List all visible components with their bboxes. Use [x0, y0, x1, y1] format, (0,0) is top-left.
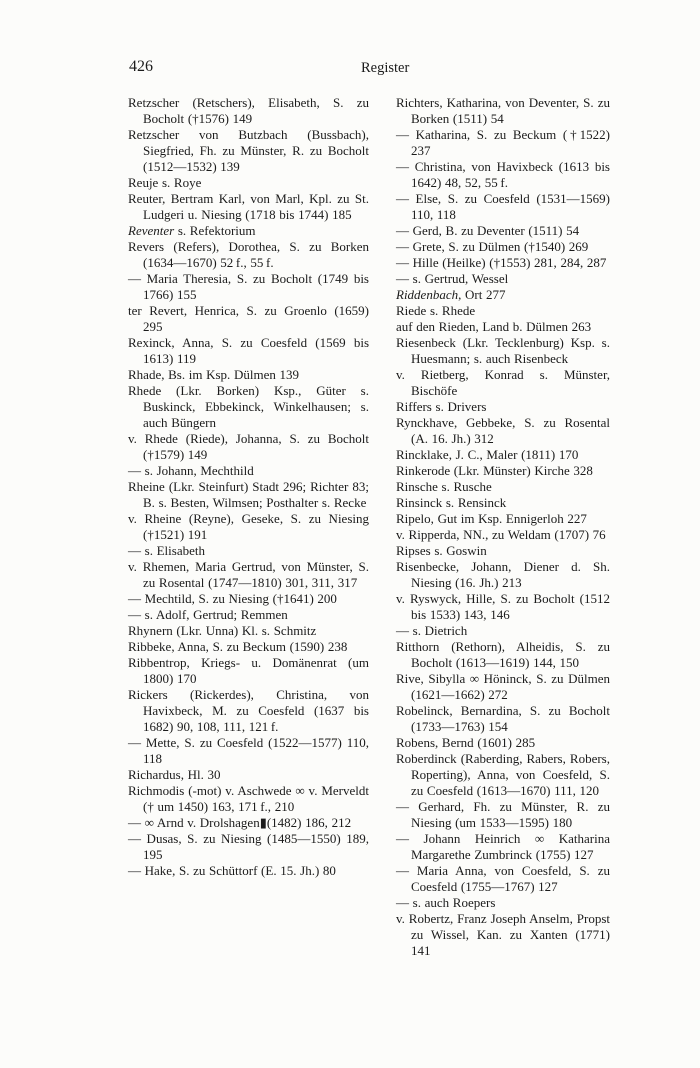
index-entry: — Hille (Heilke) (†1553) 281, 284, 287	[396, 255, 607, 270]
index-entry: — Mette, S. zu Coesfeld (1522—1577) 110, 118	[128, 735, 369, 766]
index-entry: Ritthorn (Rethorn), Alheidis, S. zu Bocholt (1613—1619) 144, 150	[396, 639, 610, 670]
index-entry: — Else, S. zu Coesfeld (1531—1569) 110, 118	[396, 191, 610, 222]
index-entry: — Grete, S. zu Dülmen (†1540) 269	[396, 239, 589, 254]
index-columns	[128, 95, 610, 959]
index-entry: — Gerhard, Fh. zu Münster, R. zu Niesing (um 1533—1595) 180	[396, 799, 610, 830]
index-entry: Risenbecke, Johann, Diener d. Sh. Niesing (16. Jh.) 213	[396, 559, 610, 590]
index-entry: Richters, Katharina, von Deventer, S. zu Borken (1511) 54	[396, 95, 610, 126]
index-entry: Robelinck, Bernardina, S. zu Bocholt (1733—1763) 154	[396, 703, 610, 734]
index-entry: Ribbeke, Anna, S. zu Beckum (1590) 238	[128, 639, 348, 654]
index-entry: Rincklake, J. C., Maler (1811) 170	[396, 447, 579, 462]
index-entry: Rive, Sibylla ∞ Höninck, S. zu Dülmen (1621—1662) 272	[396, 671, 610, 702]
index-entry: Rinsinck s. Rensinck	[396, 495, 507, 510]
index-entry: Rhynern (Lkr. Unna) Kl. s. Schmitz	[128, 623, 317, 638]
index-entry: v. Robertz, Franz Joseph Anselm, Propst zu Wissel, Kan. zu Xanten (1771) 141	[396, 911, 610, 958]
index-entry: — Maria Theresia, S. zu Bocholt (1749 bis 1766) 155	[128, 271, 369, 302]
index-entry: Riddenbach, Ort 277	[396, 287, 506, 302]
index-entry: auf den Rieden, Land b. Dülmen 263	[396, 319, 592, 334]
index-entry: — Christina, von Havixbeck (1613 bis 1642) 48, 52, 55 f.	[396, 159, 610, 190]
index-entry: Reuter, Bertram Karl, von Marl, Kpl. zu St. Ludgeri u. Niesing (1718 bis 1744) 185	[128, 191, 369, 222]
index-entry: Richmodis (-mot) v. Aschwede ∞ v. Merveldt († um 1450) 163, 171 f., 210	[128, 783, 369, 814]
index-entry: Ribbentrop, Kriegs- u. Domänenrat (um 1800) 170	[128, 655, 369, 686]
index-entry: Reuje s. Roye	[128, 175, 202, 190]
index-entry: Riede s. Rhede	[396, 303, 476, 318]
index-entry-lead-italic: Reventer	[128, 223, 175, 238]
index-entry: Ripses s. Goswin	[396, 543, 487, 558]
index-entry: — Dusas, S. zu Niesing (1485—1550) 189, 195	[128, 831, 369, 862]
index-entry: Riesenbeck (Lkr. Tecklenburg) Ksp. s. Huesmann; s. auch Risenbeck	[396, 335, 610, 366]
index-entry: — Maria Anna, von Coesfeld, S. zu Coesfeld (1755—1767) 127	[396, 863, 610, 894]
page-number: 426	[129, 58, 153, 75]
running-head: Register	[361, 60, 410, 76]
index-entry: Retzscher von Butzbach (Bussbach), Siegfried, Fh. zu Münster, R. zu Bocholt (1512—1532) 139	[128, 127, 369, 174]
index-entry: — Gerd, B. zu Deventer (1511) 54	[396, 223, 580, 238]
index-entry: Rhade, Bs. im Ksp. Dülmen 139	[128, 367, 299, 382]
index-entry: — s. Gertrud, Wessel	[396, 271, 509, 286]
index-column-left	[128, 95, 369, 959]
index-entry-lead-italic: Riddenbach	[396, 287, 459, 302]
index-entry: — ∞ Arnd v. Drolshagen▮(1482) 186, 212	[128, 815, 352, 830]
index-entry: Ripelo, Gut im Ksp. Ennigerloh 227	[396, 511, 587, 526]
index-entry: Richardus, Hl. 30	[128, 767, 221, 782]
index-entry: — s. auch Roepers	[396, 895, 496, 910]
index-entry: Roberdinck (Raberding, Rabers, Robers, Roperting), Anna, von Coesfeld, S. zu Coesfeld (1613—1670) 111, 120	[396, 751, 610, 798]
index-entry: — s. Johann, Mechthild	[128, 463, 254, 478]
index-entry: — Hake, S. zu Schüttorf (E. 15. Jh.) 80	[128, 863, 336, 878]
index-entry: Revers (Refers), Dorothea, S. zu Borken (1634—1670) 52 f., 55 f.	[128, 239, 369, 270]
index-entry: ter Revert, Henrica, S. zu Groenlo (1659) 295	[128, 303, 369, 334]
index-entry: Rexinck, Anna, S. zu Coesfeld (1569 bis 1613) 119	[128, 335, 369, 366]
index-entry: Rynckhave, Gebbeke, S. zu Rosental (A. 16. Jh.) 312	[396, 415, 610, 446]
index-entry: v. Rhemen, Maria Gertrud, von Münster, S. zu Rosental (1747—1810) 301, 311, 317	[128, 559, 369, 590]
index-entry: v. Rhede (Riede), Johanna, S. zu Bocholt (†1579) 149	[128, 431, 369, 462]
index-entry: Riffers s. Drivers	[396, 399, 487, 414]
index-entry: Rhede (Lkr. Borken) Ksp., Güter s. Buskinck, Ebbekinck, Winkelhausen; s. auch Büngern	[128, 383, 369, 430]
index-entry: — Katharina, S. zu Beckum (†1522) 237	[396, 127, 610, 158]
index-entry: Retzscher (Retschers), Elisabeth, S. zu Bocholt (†1576) 149	[128, 95, 369, 126]
index-entry: — s. Dietrich	[396, 623, 468, 638]
index-entry: — s. Adolf, Gertrud; Remmen	[128, 607, 288, 622]
index-column-right	[396, 95, 610, 959]
index-entry: Rinsche s. Rusche	[396, 479, 492, 494]
index-entry: Rickers (Rickerdes), Christina, von Havixbeck, M. zu Coesfeld (1637 bis 1682) 90, 108, 111, 121 f.	[128, 687, 369, 734]
index-entry: — Mechtild, S. zu Niesing (†1641) 200	[128, 591, 337, 606]
index-entry: — Johann Heinrich ∞ Katharina Margarethe Zumbrinck (1755) 127	[396, 831, 610, 862]
index-entry: v. Ripperda, NN., zu Weldam (1707) 76	[396, 527, 606, 542]
index-entry: Rinkerode (Lkr. Münster) Kirche 328	[396, 463, 593, 478]
index-entry: v. Rietberg, Konrad s. Münster, Bischöfe	[396, 367, 610, 398]
index-entry: v. Rheine (Reyne), Geseke, S. zu Niesing (†1521) 191	[128, 511, 369, 542]
index-entry: Rheine (Lkr. Steinfurt) Stadt 296; Richter 83; B. s. Besten, Wilmsen; Posthalter s. Recke	[128, 479, 369, 510]
index-entry: Robens, Bernd (1601) 285	[396, 735, 536, 750]
index-entry: v. Ryswyck, Hille, S. zu Bocholt (1512 bis 1533) 143, 146	[396, 591, 610, 622]
index-entry: Reventer s. Refektorium	[128, 223, 256, 238]
index-entry: — s. Elisabeth	[128, 543, 205, 558]
